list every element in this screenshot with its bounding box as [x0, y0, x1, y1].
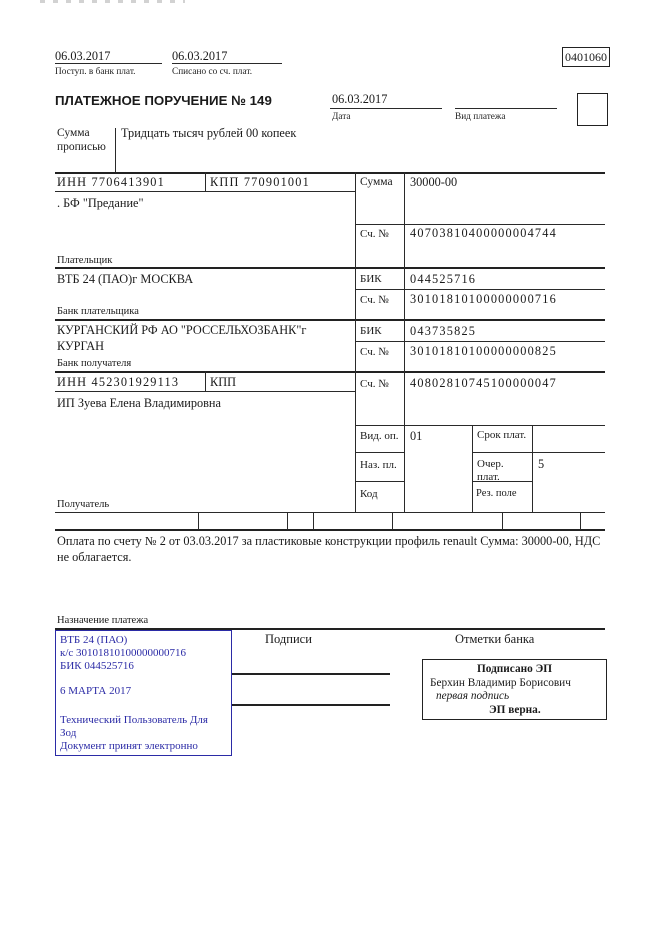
- cell-border: [392, 512, 393, 530]
- date-label: Дата: [332, 112, 351, 122]
- payee-bank-label: Банк получателя: [57, 358, 132, 369]
- payee-bank-account: 30101810100000000825: [410, 344, 557, 358]
- payee-bank-name-line1: КУРГАНСКИЙ РФ АО "РОССЕЛЬХОЗБАНК"г: [57, 323, 307, 337]
- payment-purpose-text: Оплата по счету № 2 от 03.03.2017 за пластиковые конструкции профиль renault Сумма: 30000-00, НДС не облагается.: [57, 534, 601, 564]
- divider-line: [55, 63, 162, 64]
- stamp-bank-name: ВТБ 24 (ПАО): [60, 634, 128, 646]
- esign-verdict: ЭП верна.: [489, 703, 541, 716]
- payee-bank-account-label: Сч. №: [360, 346, 389, 358]
- cell-border: [355, 172, 356, 513]
- esign-box: [422, 659, 607, 720]
- sum-value: 30000-00: [410, 175, 458, 189]
- payer-bank-account: 30101810100000000716: [410, 292, 557, 306]
- document-title: ПЛАТЕЖНОЕ ПОРУЧЕНИЕ № 149: [55, 93, 272, 108]
- stamp-user: Технический Пользователь Для Зод: [60, 714, 208, 739]
- stamp-date: 6 МАРТА 2017: [60, 685, 132, 697]
- payee-kpp-label: КПП: [210, 375, 236, 389]
- payee-account-label: Сч. №: [360, 378, 389, 390]
- payment-kind-label: Вид платежа: [455, 112, 506, 122]
- cell-border: [198, 512, 199, 530]
- table-line: [355, 481, 404, 482]
- payee-label: Получатель: [57, 499, 110, 510]
- form-code-box: [562, 47, 610, 67]
- cell-border: [532, 425, 533, 513]
- signature-line: [232, 673, 390, 675]
- payer-bank-label: Банк плательщика: [57, 306, 139, 317]
- payer-account-label: Сч. №: [360, 228, 389, 240]
- table-line: [355, 452, 404, 453]
- cropped-text-fragment: [40, 0, 185, 3]
- esign-title: Подписано ЭП: [476, 663, 553, 675]
- signatures-header: Подписи: [265, 632, 312, 646]
- payer-inn: ИНН 7706413901: [57, 175, 165, 189]
- cell-border: [205, 172, 206, 192]
- table-line: [355, 341, 605, 342]
- bank-marks-header: Отметки банка: [455, 632, 535, 646]
- payee-name: ИП Зуева Елена Владимировна: [57, 396, 221, 410]
- pay-term-label: Срок плат.: [477, 429, 527, 441]
- document-date: 06.03.2017: [332, 92, 388, 106]
- payee-bank-bik-label: БИК: [360, 325, 382, 337]
- table-line: [55, 529, 605, 531]
- received-date-label: Поступ. в банк плат.: [55, 67, 136, 77]
- code-label: Код: [360, 488, 378, 500]
- table-line: [55, 371, 605, 373]
- payer-label: Плательщик: [57, 255, 113, 266]
- bank-stamp: [55, 630, 232, 756]
- cell-border: [404, 172, 405, 513]
- table-line: [55, 512, 605, 513]
- payer-bank-bik: 044525716: [410, 272, 477, 286]
- priority-label: Очер. плат.: [477, 458, 504, 483]
- table-line: [55, 319, 605, 321]
- debited-date-label: Списано со сч. плат.: [172, 67, 253, 77]
- payer-bank-bik-label: БИК: [360, 273, 382, 285]
- sum-label: Сумма: [360, 176, 393, 188]
- reserve-field-label: Рез. поле: [476, 488, 517, 499]
- cell-border: [115, 128, 116, 172]
- purpose-kind-label: Наз. пл.: [360, 459, 397, 471]
- divider-line: [455, 108, 557, 109]
- stamp-note: Документ принят электронно: [60, 740, 198, 752]
- stamp-corr-account: к/с 30101810100000000716: [60, 647, 187, 659]
- divider-line: [172, 63, 282, 64]
- signature-line: [232, 704, 390, 706]
- cell-border: [472, 425, 473, 513]
- table-line: [355, 224, 605, 225]
- table-line: [355, 289, 605, 290]
- cell-border: [205, 371, 206, 392]
- payer-account: 40703810400000004744: [410, 226, 557, 240]
- priority-value: 5: [538, 457, 545, 471]
- payment-purpose-label: Назначение платежа: [57, 615, 149, 626]
- divider-line: [330, 108, 442, 109]
- payee-account: 40802810745100000047: [410, 376, 557, 390]
- table-line: [55, 172, 605, 174]
- received-date: 06.03.2017: [55, 49, 111, 63]
- amount-in-words: Тридцать тысяч рублей 00 копеек: [121, 126, 297, 140]
- esign-name: Берхин Владимир Борисович: [430, 676, 571, 689]
- payer-name: . БФ "Предание": [57, 196, 144, 210]
- esign-subtitle: первая подпись: [436, 690, 510, 702]
- op-kind-value: 01: [410, 429, 423, 443]
- payer-bank-name: ВТБ 24 (ПАО)г МОСКВА: [57, 272, 194, 286]
- cell-border: [287, 512, 288, 530]
- payer-bank-account-label: Сч. №: [360, 294, 389, 306]
- cell-border: [313, 512, 314, 530]
- form-code: 0401060: [565, 50, 607, 64]
- payee-bank-bik: 043735825: [410, 324, 477, 338]
- table-line: [55, 267, 605, 269]
- payment-type-box: [577, 93, 608, 126]
- payer-kpp: КПП 770901001: [210, 175, 310, 189]
- amount-in-words-label: Сумма прописью: [57, 127, 106, 153]
- cell-border: [580, 512, 581, 530]
- table-line: [355, 425, 605, 426]
- table-line: [472, 452, 605, 453]
- cell-border: [502, 512, 503, 530]
- op-kind-label: Вид. оп.: [360, 430, 399, 442]
- debited-date: 06.03.2017: [172, 49, 228, 63]
- payee-inn: ИНН 452301929113: [57, 375, 180, 389]
- stamp-bik: БИК 044525716: [60, 660, 134, 672]
- payee-bank-name-line2: КУРГАН: [57, 339, 105, 353]
